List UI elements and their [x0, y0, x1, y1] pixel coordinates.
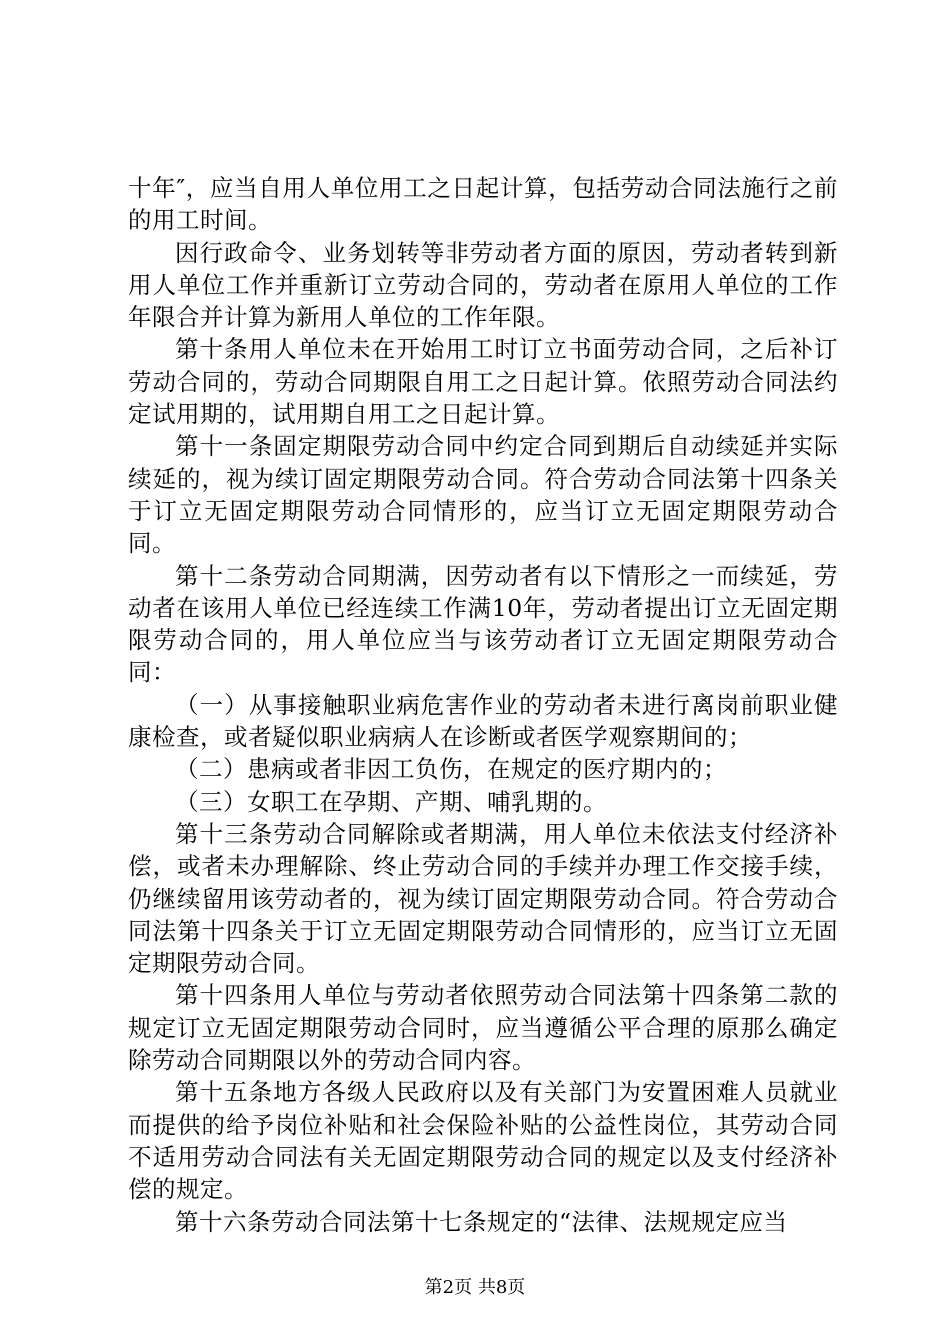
paragraph-article-12: 第十二条劳动合同期满，因劳动者有以下情形之一而续延，劳动者在该用人单位已经连续工作满10年，劳动者提出订立无固定期限劳动合同的，用人单位应当与该劳动者订立无固定期限劳动合同： [128, 561, 838, 687]
paragraph-continued: 十年″，应当自用人单位用工之日起计算，包括劳动合同法施行之前的用工时间。 [128, 174, 838, 235]
list-item-1: （一）从事接触职业病危害作业的劳动者未进行离岗前职业健康检查，或者疑似职业病病人在诊断或者医学观察期间的； [128, 690, 838, 752]
document-body [128, 172, 838, 1238]
paragraph-article-11: 第十一条固定期限劳动合同中约定合同到期后自动续延并实际续延的，视为续订固定期限劳动合同。符合劳动合同法第十四条关于订立无固定期限劳动合同情形的，应当订立无固定期限劳动合同。 [128, 432, 838, 558]
paragraph-article-16: 第十六条劳动合同法第十七条规定的“法律、法规规定应当 [175, 1207, 788, 1236]
list-item-3: （三）女职工在孕期、产期、哺乳期的。 [175, 787, 607, 816]
list-item-2: （二）患病或者非因工负伤，在规定的医疗期内的； [175, 755, 727, 784]
paragraph-transfer-work-years: 因行政命令、业务划转等非劳动者方面的原因，劳动者转到新用人单位工作并重新订立劳动合同的，劳动者在原用人单位的工作年限合并计算为新用人单位的工作年限。 [128, 238, 838, 332]
page-number-footer: 第2页 共8页 [424, 1277, 526, 1298]
paragraph-article-10: 第十条用人单位未在开始用工时订立书面劳动合同，之后补订劳动合同的，劳动合同期限自用工之日起计算。依照劳动合同法约定试用期的，试用期自用工之日起计算。 [128, 335, 838, 429]
paragraph-article-14: 第十四条用人单位与劳动者依照劳动合同法第十四条第二款的规定订立无固定期限劳动合同时，应当遵循公平合理的原那么确定除劳动合同期限以外的劳动合同内容。 [128, 981, 838, 1075]
paragraph-article-13: 第十三条劳动合同解除或者期满，用人单位未依法支付经济补偿，或者未办理解除、终止劳动合同的手续并办理工作交接手续，仍继续留用该劳动者的，视为续订固定期限劳动合同。符合劳动合同法第十四条关于订立无固定期限劳动合同情形的，应当订立无固定期限劳动合同。 [128, 819, 838, 978]
paragraph-article-15: 第十五条地方各级人民政府以及有关部门为安置困难人员就业而提供的给予岗位补贴和社会保险补贴的公益性岗位，其劳动合同不适用劳动合同法有关无固定期限劳动合同的规定以及支付经济补偿的规定。 [128, 1078, 838, 1204]
